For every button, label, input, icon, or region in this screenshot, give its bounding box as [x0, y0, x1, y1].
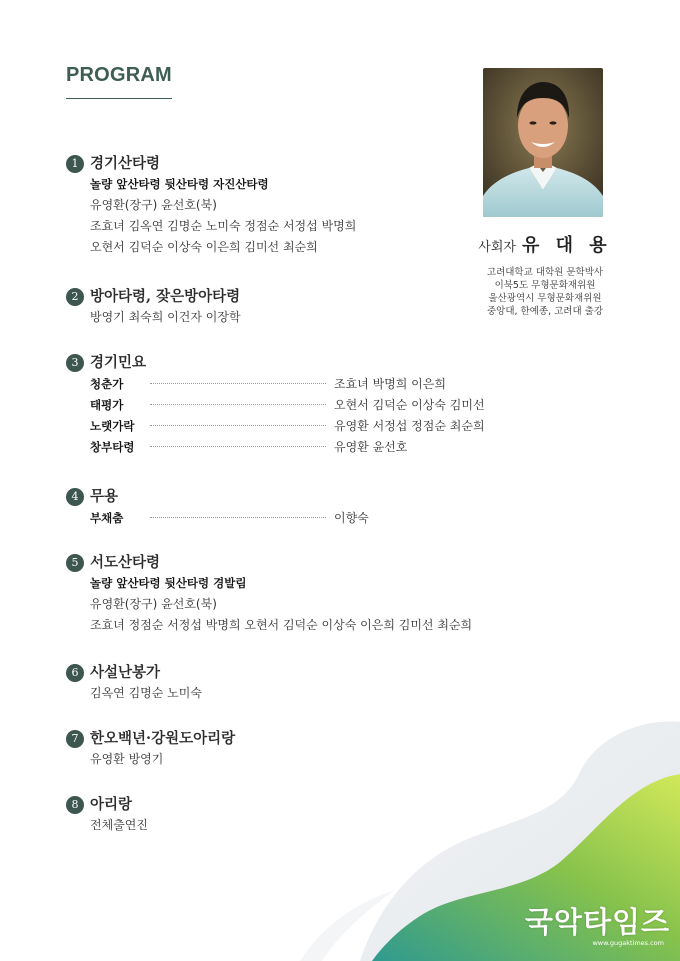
- performers-line: 유영환(장구) 윤선호(북): [90, 597, 217, 611]
- item-number-badge: 6: [66, 664, 84, 682]
- song-title: 청춘가: [90, 376, 124, 391]
- song-row: [90, 394, 526, 415]
- program-item-5: [66, 553, 526, 663]
- song-performers: 유영환 윤선호: [334, 440, 408, 454]
- song-performers: 이향숙: [334, 511, 369, 525]
- song-performers: 유영환 서정섭 정점순 최순희: [334, 419, 485, 433]
- song-row: [90, 415, 526, 436]
- item-number-badge: 1: [66, 155, 84, 173]
- watermark-logo-text: 국악타임즈: [524, 907, 670, 939]
- song-row: [90, 436, 526, 457]
- performers-line: 유영환(장구) 윤선호(북): [90, 198, 217, 212]
- item-subtitle: 놀량 앞산타령 뒷산타령 경발림: [90, 576, 247, 590]
- item-number-badge: 8: [66, 796, 84, 814]
- dotted-leader: [150, 383, 326, 384]
- item-title: 서도산타령: [90, 554, 161, 571]
- dotted-leader: [150, 446, 326, 447]
- host-credential: 중앙대, 한예종, 고려대 출강: [486, 306, 604, 317]
- performers-line: 김옥연 김명순 노미숙: [90, 686, 202, 700]
- watermark: [520, 900, 670, 947]
- performers-line: 유영환 방영기: [90, 752, 164, 766]
- watermark-url: www.gugaktimes.com: [592, 939, 664, 947]
- host-name: 유 대 용: [521, 235, 612, 256]
- song-row: [90, 373, 526, 394]
- item-number-badge: 2: [66, 288, 84, 306]
- program-item-4: [66, 487, 526, 553]
- performers-line: 방영기 최숙희 이건자 이장학: [90, 310, 241, 324]
- program-item-8: [66, 795, 526, 845]
- item-title: 경기민요: [90, 354, 147, 371]
- page-title: PROGRAM: [66, 64, 172, 86]
- item-title: 방아타령, 잦은방아타령: [90, 288, 241, 305]
- item-number-badge: 7: [66, 730, 84, 748]
- dotted-leader: [150, 425, 326, 426]
- item-title: 사설난봉가: [90, 664, 161, 681]
- item-title: 한오백년·강원도아리랑: [90, 730, 236, 747]
- item-title: 아리랑: [90, 796, 133, 813]
- item-title: 경기산타령: [90, 155, 161, 172]
- song-row: [90, 507, 526, 528]
- host-credential: 이북5도 무형문화재위원: [494, 280, 596, 291]
- performers-line: 조효녀 정점순 서정섭 박명희 오현서 김덕순 이상숙 이은희 김미선 최순희: [90, 618, 473, 632]
- performers-line: 오현서 김덕순 이상숙 이은희 김미선 최순희: [90, 240, 318, 254]
- item-number-badge: 3: [66, 354, 84, 372]
- song-title: 태평가: [90, 397, 124, 412]
- host-credential: 울산광역시 무형문화재위원: [488, 293, 602, 304]
- title-underline: [66, 98, 172, 99]
- program-list: [66, 154, 526, 845]
- item-subtitle: 놀량 앞산타령 뒷산타령 자진산타령: [90, 177, 269, 191]
- program-item-3: [66, 353, 526, 487]
- program-item-6: [66, 663, 526, 729]
- performers-line: 전체출연진: [90, 818, 148, 832]
- song-performers: 조효녀 박명희 이은희: [334, 377, 446, 391]
- program-item-7: [66, 729, 526, 795]
- item-title: 무용: [90, 488, 119, 505]
- item-number-badge: 5: [66, 554, 84, 572]
- host-role: 사회자: [478, 240, 516, 255]
- song-title: 부채춤: [90, 510, 124, 525]
- dotted-leader: [150, 404, 326, 405]
- performers-line: 조효녀 김옥연 김명순 노미숙 정점순 서정섭 박명희: [90, 219, 357, 233]
- song-performers: 오현서 김덕순 이상숙 김미선: [334, 398, 485, 412]
- song-title: 노랫가락: [90, 418, 135, 433]
- program-item-2: [66, 287, 526, 353]
- program-item-1: [66, 154, 526, 287]
- host-credential: 고려대학교 대학원 문학박사: [486, 267, 604, 278]
- item-number-badge: 4: [66, 488, 84, 506]
- song-title: 창부타령: [90, 439, 135, 454]
- dotted-leader: [150, 517, 326, 518]
